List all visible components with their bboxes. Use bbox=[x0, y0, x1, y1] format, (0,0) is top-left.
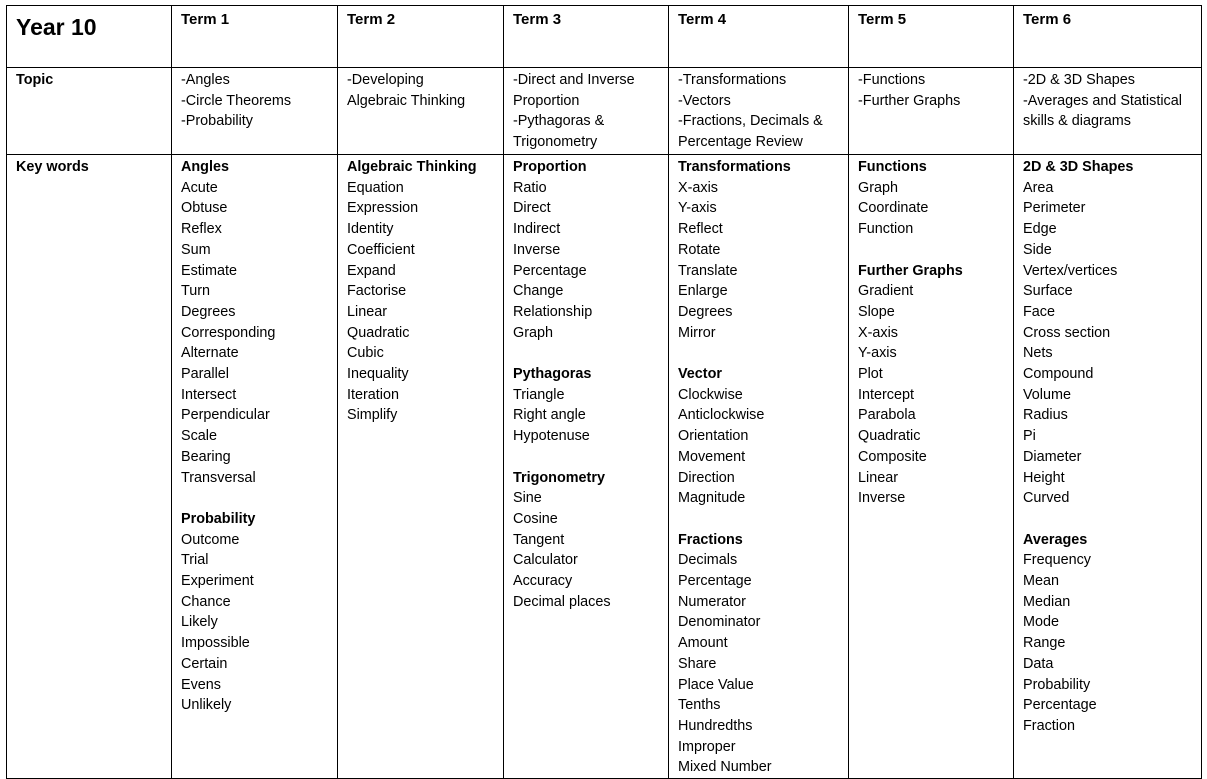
keyword-group-title: Functions bbox=[858, 159, 927, 175]
keyword: Anticlockwise bbox=[678, 407, 765, 424]
keyword: Curved bbox=[1023, 490, 1070, 507]
keyword: Inverse bbox=[858, 490, 906, 507]
keyword: Corresponding bbox=[181, 324, 276, 341]
keyword: Expression bbox=[347, 200, 419, 217]
keyword: Inequality bbox=[347, 366, 409, 383]
keyword: Likely bbox=[181, 614, 218, 631]
keyword: Factorise bbox=[347, 283, 407, 300]
keyword: Rotate bbox=[678, 241, 721, 258]
keyword: Percentage bbox=[1023, 697, 1097, 714]
keyword: Ratio bbox=[513, 179, 547, 196]
term-header-1: Term 1 bbox=[172, 6, 338, 68]
keyword-group bbox=[181, 157, 331, 488]
keyword-group bbox=[513, 157, 662, 343]
topic-cell bbox=[849, 68, 1014, 155]
topic-cell bbox=[172, 68, 338, 155]
keyword: Percentage bbox=[513, 262, 587, 279]
keyword-group bbox=[858, 261, 1007, 509]
keyword: Fraction bbox=[1023, 717, 1075, 734]
keyword: Frequency bbox=[1023, 552, 1091, 569]
topic-line: -Circle Theorems bbox=[181, 92, 292, 109]
keyword-group-title: Fractions bbox=[678, 531, 743, 548]
keyword: Iteration bbox=[347, 386, 399, 403]
keyword: Direction bbox=[678, 469, 735, 486]
topic-line: skills & diagrams bbox=[1023, 113, 1131, 130]
topic-cell bbox=[504, 68, 669, 155]
keywords-cell bbox=[338, 155, 504, 779]
keyword: Decimal places bbox=[513, 593, 611, 610]
keyword: Area bbox=[1023, 179, 1054, 196]
topic-line: -Further Graphs bbox=[858, 92, 961, 109]
keyword: Perimeter bbox=[1023, 200, 1086, 217]
keyword: Chance bbox=[181, 593, 231, 610]
topic-line: -Pythagoras & bbox=[513, 113, 605, 130]
keyword: Sum bbox=[181, 241, 211, 258]
keyword: Intercept bbox=[858, 386, 914, 403]
keyword: Denominator bbox=[678, 614, 761, 631]
keyword: Compound bbox=[1023, 366, 1094, 383]
keyword: Movement bbox=[678, 448, 746, 465]
keyword-group bbox=[513, 364, 662, 447]
keyword: Perpendicular bbox=[181, 407, 270, 424]
topic-line: -Developing bbox=[347, 72, 424, 88]
keyword: Side bbox=[1023, 241, 1052, 258]
keyword: Inverse bbox=[513, 241, 561, 258]
keyword: Estimate bbox=[181, 262, 237, 279]
keyword: Expand bbox=[347, 262, 396, 279]
keyword: Quadratic bbox=[347, 324, 410, 341]
topic-cell bbox=[669, 68, 849, 155]
keyword: Edge bbox=[1023, 221, 1057, 238]
keyword: Change bbox=[513, 283, 564, 300]
keyword: Range bbox=[1023, 635, 1066, 652]
keyword: Parallel bbox=[181, 366, 229, 383]
keyword: Scale bbox=[181, 428, 217, 445]
topic-line: -Vectors bbox=[678, 92, 731, 109]
keyword: Hundredths bbox=[678, 717, 753, 734]
keyword-group bbox=[678, 364, 842, 509]
keyword: Quadratic bbox=[858, 428, 921, 445]
topic-line: Proportion bbox=[513, 92, 580, 109]
keyword-group bbox=[181, 509, 331, 716]
keyword: Share bbox=[678, 655, 717, 672]
keyword: Outcome bbox=[181, 531, 240, 548]
keyword: Amount bbox=[678, 635, 728, 652]
curriculum-table bbox=[6, 5, 1202, 779]
keyword: Bearing bbox=[181, 448, 231, 465]
header-row bbox=[7, 6, 1202, 68]
keyword: Impossible bbox=[181, 635, 250, 652]
topic-line: Algebraic Thinking bbox=[347, 92, 466, 109]
keyword: Experiment bbox=[181, 573, 254, 590]
keyword: Gradient bbox=[858, 283, 914, 300]
keyword-group-title: Proportion bbox=[513, 159, 587, 175]
topic-line: -Direct and Inverse bbox=[513, 72, 635, 88]
keyword: Nets bbox=[1023, 345, 1053, 362]
keyword: Obtuse bbox=[181, 200, 228, 217]
topic-line: Percentage Review bbox=[678, 134, 803, 151]
keyword: Coefficient bbox=[347, 241, 415, 258]
keyword: Place Value bbox=[678, 676, 754, 693]
term-header-3: Term 3 bbox=[504, 6, 669, 68]
keyword: Hypotenuse bbox=[513, 428, 590, 445]
keyword-group bbox=[347, 157, 497, 426]
keywords-cell bbox=[1014, 155, 1202, 779]
term-header-2: Term 2 bbox=[338, 6, 504, 68]
keyword-group-title: 2D & 3D Shapes bbox=[1023, 159, 1134, 175]
topic-row bbox=[7, 68, 1202, 155]
keyword: Simplify bbox=[347, 407, 398, 424]
keyword: Identity bbox=[347, 221, 394, 238]
keyword: Graph bbox=[858, 179, 898, 196]
keyword: Evens bbox=[181, 676, 221, 693]
keyword: Linear bbox=[858, 469, 899, 486]
keyword: Decimals bbox=[678, 552, 738, 569]
keyword: Translate bbox=[678, 262, 738, 279]
keyword-group bbox=[1023, 157, 1195, 509]
keyword-group bbox=[678, 530, 842, 778]
keyword: Alternate bbox=[181, 345, 239, 362]
keyword: X-axis bbox=[678, 179, 718, 196]
keywords-cell bbox=[669, 155, 849, 779]
keyword: Reflex bbox=[181, 221, 222, 238]
keyword: Mode bbox=[1023, 614, 1059, 631]
keyword: Improper bbox=[678, 738, 736, 755]
keyword: Median bbox=[1023, 593, 1071, 610]
topic-line: -Averages and Statistical bbox=[1023, 92, 1182, 109]
keyword: Intersect bbox=[181, 386, 237, 403]
keyword-group-title: Transformations bbox=[678, 159, 791, 175]
keyword: Vertex/vertices bbox=[1023, 262, 1118, 279]
topic-row-label: Topic bbox=[7, 68, 172, 155]
keyword: Sine bbox=[513, 490, 542, 507]
keywords-row bbox=[7, 155, 1202, 779]
keyword: Parabola bbox=[858, 407, 916, 424]
keyword: Mean bbox=[1023, 573, 1059, 590]
keyword-group-title: Angles bbox=[181, 159, 229, 175]
keyword: Cubic bbox=[347, 345, 384, 362]
keyword: Unlikely bbox=[181, 697, 232, 714]
keyword: Cosine bbox=[513, 510, 558, 527]
keyword: Acute bbox=[181, 179, 218, 196]
keyword: Triangle bbox=[513, 386, 565, 403]
keyword-group-title: Vector bbox=[678, 366, 722, 383]
keyword: Indirect bbox=[513, 221, 561, 238]
keyword: Y-axis bbox=[678, 200, 717, 217]
keyword: Data bbox=[1023, 655, 1054, 672]
topic-line: Trigonometry bbox=[513, 134, 598, 151]
keyword: Graph bbox=[513, 324, 553, 341]
keyword: Face bbox=[1023, 303, 1055, 320]
keyword: Volume bbox=[1023, 386, 1071, 403]
keyword: Slope bbox=[858, 303, 895, 320]
keyword-group-title: Further Graphs bbox=[858, 262, 963, 279]
keyword: Cross section bbox=[1023, 324, 1111, 341]
topic-line: -Transformations bbox=[678, 72, 787, 88]
term-header-6: Term 6 bbox=[1014, 6, 1202, 68]
keywords-cell bbox=[849, 155, 1014, 779]
keyword-group-title: Averages bbox=[1023, 531, 1088, 548]
keyword-group bbox=[1023, 530, 1195, 737]
keyword-group-title: Algebraic Thinking bbox=[347, 159, 477, 175]
keyword: Degrees bbox=[181, 303, 236, 320]
keyword: Coordinate bbox=[858, 200, 929, 217]
topic-line: -Functions bbox=[858, 72, 926, 88]
keyword: Enlarge bbox=[678, 283, 728, 300]
keyword: Probability bbox=[1023, 676, 1091, 693]
keyword: Linear bbox=[347, 303, 388, 320]
keyword: Accuracy bbox=[513, 573, 573, 590]
keyword: Relationship bbox=[513, 303, 593, 320]
keyword: Tangent bbox=[513, 531, 565, 548]
keyword: Orientation bbox=[678, 428, 749, 445]
keyword: Mixed Number bbox=[678, 759, 772, 776]
keyword: Transversal bbox=[181, 469, 256, 486]
keyword-group bbox=[858, 157, 1007, 240]
keyword: Equation bbox=[347, 179, 404, 196]
keyword: Magnitude bbox=[678, 490, 746, 507]
keyword: Function bbox=[858, 221, 914, 238]
keyword: Plot bbox=[858, 366, 883, 383]
keywords-cell bbox=[172, 155, 338, 779]
topic-line: -Fractions, Decimals & bbox=[678, 113, 823, 130]
keyword: Degrees bbox=[678, 303, 733, 320]
keyword: Radius bbox=[1023, 407, 1068, 424]
year-title: Year 10 bbox=[7, 6, 172, 68]
keyword: Pi bbox=[1023, 428, 1036, 445]
keywords-row-label: Key words bbox=[7, 155, 172, 779]
keyword: Clockwise bbox=[678, 386, 743, 403]
keyword: Direct bbox=[513, 200, 551, 217]
topic-cell bbox=[1014, 68, 1202, 155]
keyword: Reflect bbox=[678, 221, 723, 238]
keyword-group bbox=[678, 157, 842, 343]
keyword-group-title: Probability bbox=[181, 510, 256, 527]
term-header-4: Term 4 bbox=[669, 6, 849, 68]
topic-line: -Probability bbox=[181, 113, 253, 130]
term-header-5: Term 5 bbox=[849, 6, 1014, 68]
keyword: Composite bbox=[858, 448, 927, 465]
keyword: Mirror bbox=[678, 324, 716, 341]
keyword: Y-axis bbox=[858, 345, 897, 362]
keyword: Height bbox=[1023, 469, 1065, 486]
keyword: Numerator bbox=[678, 593, 746, 610]
topic-line: -2D & 3D Shapes bbox=[1023, 72, 1135, 88]
keyword: Calculator bbox=[513, 552, 578, 569]
keyword: Diameter bbox=[1023, 448, 1082, 465]
keyword-group-title: Trigonometry bbox=[513, 469, 605, 486]
keyword: Turn bbox=[181, 283, 211, 300]
keyword-group bbox=[513, 468, 662, 613]
keyword: Surface bbox=[1023, 283, 1073, 300]
keyword: Trial bbox=[181, 552, 209, 569]
keyword: Certain bbox=[181, 655, 228, 672]
keyword: X-axis bbox=[858, 324, 898, 341]
keyword-group-title: Pythagoras bbox=[513, 366, 592, 383]
topic-line: -Angles bbox=[181, 72, 230, 88]
keyword: Percentage bbox=[678, 573, 752, 590]
topic-cell bbox=[338, 68, 504, 155]
keyword: Tenths bbox=[678, 697, 721, 714]
keywords-cell bbox=[504, 155, 669, 779]
keyword: Right angle bbox=[513, 407, 586, 424]
